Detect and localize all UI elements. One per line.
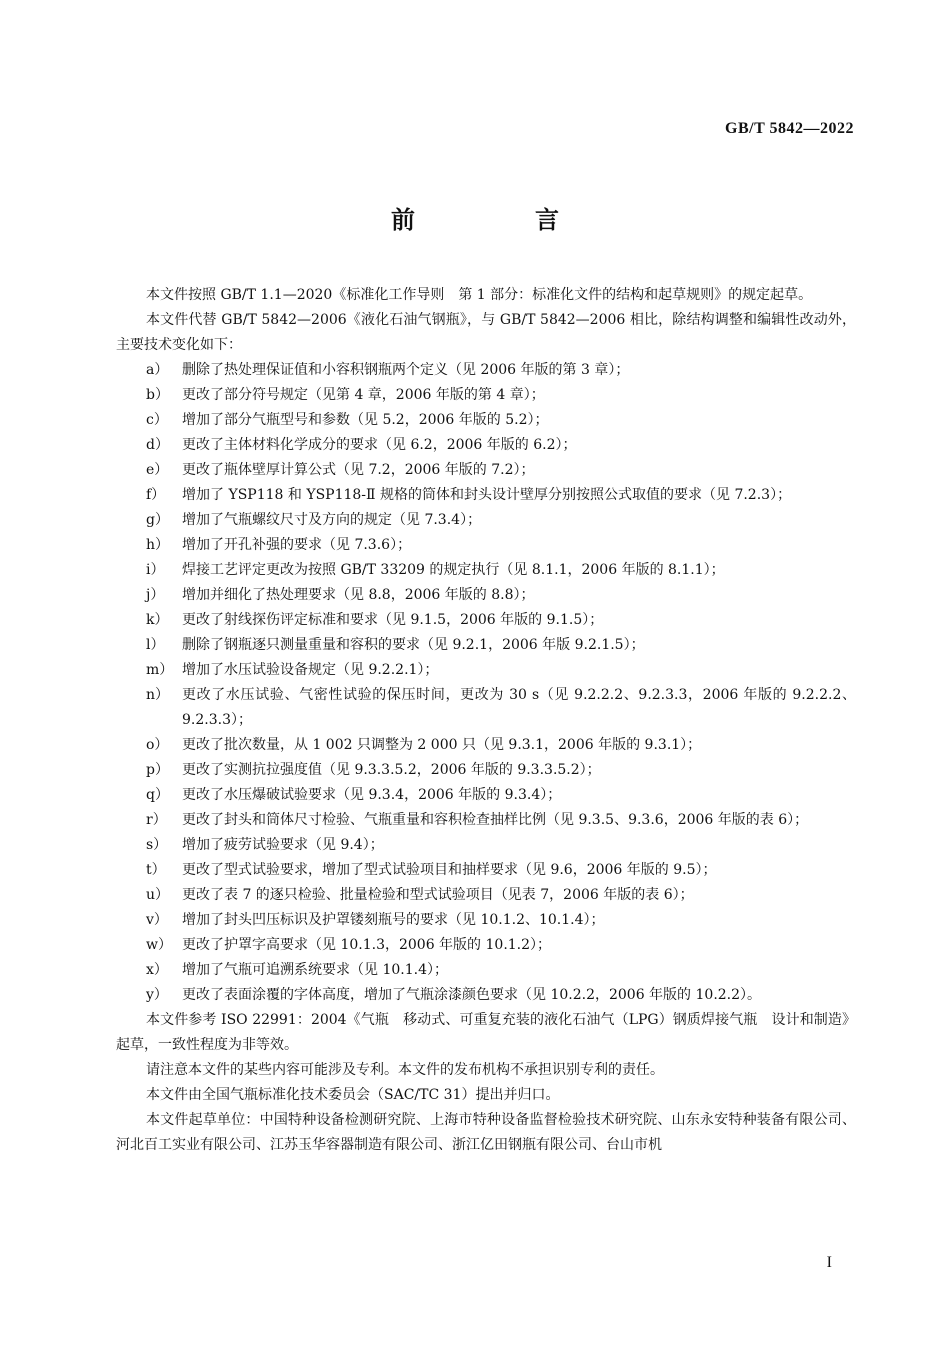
list-item (116, 858, 856, 883)
list-item-label: u） (146, 887, 170, 903)
list-item-label: q） (146, 787, 169, 803)
closing-paragraphs (116, 1008, 856, 1158)
list-item (116, 683, 856, 733)
list-item (116, 733, 856, 758)
list-item-label: t） (146, 862, 166, 878)
list-item-text: 更改了水压爆破试验要求（见 9.3.4，2006 年版的 9.3.4）； (182, 787, 562, 803)
paragraph: 本文件起草单位：中国特种设备检测研究院、上海市特种设备监督检验技术研究院、山东永安特种装备有限公司、河北百工实业有限公司、江苏玉华容器制造有限公司、浙江亿田钢瓶有限公司、台山市机 (116, 1112, 856, 1153)
list-item-text: 增加了疲劳试验要求（见 9.4）； (182, 837, 384, 853)
list-item-text: 更改了表 7 的逐只检验、批量检验和型式试验项目（见表 7，2006 年版的表 6）； (182, 887, 694, 903)
list-item (116, 758, 856, 783)
intro-paragraphs (116, 283, 856, 358)
list-item-text: 更改了封头和筒体尺寸检验、气瓶重量和容积检查抽样比例（见 9.3.5、9.3.6，2006 年版的表 6）； (182, 812, 809, 828)
list-item-text: 增加了 YSP118 和 YSP118-Ⅱ 规格的筒体和封头设计壁厚分别按照公式取值的要求（见 7.2.3）； (182, 487, 792, 503)
list-item (116, 808, 856, 833)
list-item (116, 408, 856, 433)
page-title: 前 言 (391, 205, 607, 234)
list-item-label: e） (146, 462, 169, 478)
list-item-text: 更改了批次数量，从 1 002 只调整为 2 000 只（见 9.3.1，2006 年版的 9.3.1）； (182, 737, 702, 753)
list-item (116, 983, 856, 1008)
list-item-text: 更改了瓶体壁厚计算公式（见 7.2，2006 年版的 7.2）； (182, 462, 535, 478)
list-item-text: 更改了表面涂覆的字体高度，增加了气瓶涂漆颜色要求（见 10.2.2，2006 年版的 10.2.2）。 (182, 987, 762, 1003)
list-item-label: g） (146, 512, 169, 528)
list-item (116, 833, 856, 858)
paragraph: 本文件按照 GB/T 1.1—2020《标准化工作导则 第 1 部分：标准化文件的结构和起草规则》的规定起草。 (146, 287, 813, 303)
list-item-text: 焊接工艺评定更改为按照 GB/T 33209 的规定执行（见 8.1.1，2006 年版的 8.1.1）； (182, 562, 725, 578)
list-item (116, 608, 856, 633)
list-item (116, 358, 856, 383)
list-item (116, 458, 856, 483)
list-item-label: k） (146, 612, 169, 628)
list-item-text: 增加了封头凹压标识及护罩镂刻瓶号的要求（见 10.1.2、10.1.4）； (182, 912, 605, 928)
list-item (116, 583, 856, 608)
list-item-text: 更改了护罩字高要求（见 10.1.3，2006 年版的 10.1.2）； (182, 937, 552, 953)
list-item-label: y） (146, 987, 168, 1003)
list-item-text: 更改了实测抗拉强度值（见 9.3.3.5.2，2006 年版的 9.3.3.5.2）； (182, 762, 601, 778)
list-item-label: w） (146, 937, 172, 953)
list-item-label: j） (146, 587, 165, 603)
list-item-label: i） (146, 562, 165, 578)
paragraph: 本文件代替 GB/T 5842—2006《液化石油气钢瓶》，与 GB/T 5842—2006 相比，除结构调整和编辑性改动外，主要技术变化如下： (116, 312, 856, 353)
list-item (116, 958, 856, 983)
list-item-text: 增加并细化了热处理要求（见 8.8，2006 年版的 8.8）； (182, 587, 535, 603)
list-item (116, 783, 856, 808)
list-item-label: o） (146, 737, 169, 753)
list-item-text: 删除了热处理保证值和小容积钢瓶两个定义（见 2006 年版的第 3 章）； (182, 362, 630, 378)
list-item-text: 增加了开孔补强的要求（见 7.3.6）； (182, 537, 412, 553)
list-item (116, 383, 856, 408)
list-item-text: 更改了水压试验、气密性试验的保压时间，更改为 30 s（见 9.2.2.2、9.2.3.3，2006 年版的 9.2.2.2、9.2.3.3）； (182, 687, 856, 728)
list-item (116, 433, 856, 458)
list-item (116, 533, 856, 558)
page-number: I (826, 1254, 832, 1271)
list-item-label: x） (146, 962, 168, 978)
list-item-label: p） (146, 762, 169, 778)
document-body (116, 283, 856, 1158)
list-item-text: 更改了射线探伤评定标准和要求（见 9.1.5，2006 年版的 9.1.5）； (182, 612, 604, 628)
list-item-text: 更改了部分符号规定（见第 4 章，2006 年版的第 4 章）； (182, 387, 545, 403)
list-item-label: s） (146, 837, 168, 853)
list-item (116, 658, 856, 683)
list-item (116, 908, 856, 933)
list-item-text: 增加了气瓶螺纹尺寸及方向的规定（见 7.3.4）； (182, 512, 482, 528)
list-item (116, 558, 856, 583)
paragraph: 本文件参考 ISO 22991：2004《气瓶 移动式、可重复充装的液化石油气（LPG）钢质焊接气瓶 设计和制造》起草，一致性程度为非等效。 (116, 1012, 856, 1053)
list-item (116, 883, 856, 908)
list-item (116, 933, 856, 958)
list-item-label: v） (146, 912, 168, 928)
list-item (116, 508, 856, 533)
changes-list (116, 358, 856, 1008)
list-item-text: 增加了气瓶可追溯系统要求（见 10.1.4）； (182, 962, 448, 978)
list-item-label: c） (146, 412, 168, 428)
list-item-label: f） (146, 487, 166, 503)
list-item-label: l） (146, 637, 165, 653)
list-item-label: d） (146, 437, 169, 453)
list-item (116, 633, 856, 658)
list-item-text: 增加了水压试验设备规定（见 9.2.2.1）； (182, 662, 439, 678)
list-item-label: n） (146, 687, 170, 703)
list-item-label: a） (146, 362, 169, 378)
list-item-text: 删除了钢瓶逐只测量重量和容积的要求（见 9.2.1，2006 年版 9.2.1.5）； (182, 637, 645, 653)
list-item-label: b） (146, 387, 169, 403)
list-item-text: 更改了主体材料化学成分的要求（见 6.2，2006 年版的 6.2）； (182, 437, 577, 453)
paragraph: 请注意本文件的某些内容可能涉及专利。本文件的发布机构不承担识别专利的责任。 (146, 1062, 664, 1078)
list-item-label: h） (146, 537, 170, 553)
list-item-text: 更改了型式试验要求，增加了型式试验项目和抽样要求（见 9.6，2006 年版的 9.5）； (182, 862, 717, 878)
list-item-label: r） (146, 812, 167, 828)
list-item (116, 483, 856, 508)
list-item-label: m） (146, 662, 174, 678)
paragraph: 本文件由全国气瓶标准化技术委员会（SAC/TC 31）提出并归口。 (146, 1087, 560, 1103)
list-item-text: 增加了部分气瓶型号和参数（见 5.2，2006 年版的 5.2）； (182, 412, 549, 428)
document-code: GB/T 5842—2022 (725, 120, 854, 137)
